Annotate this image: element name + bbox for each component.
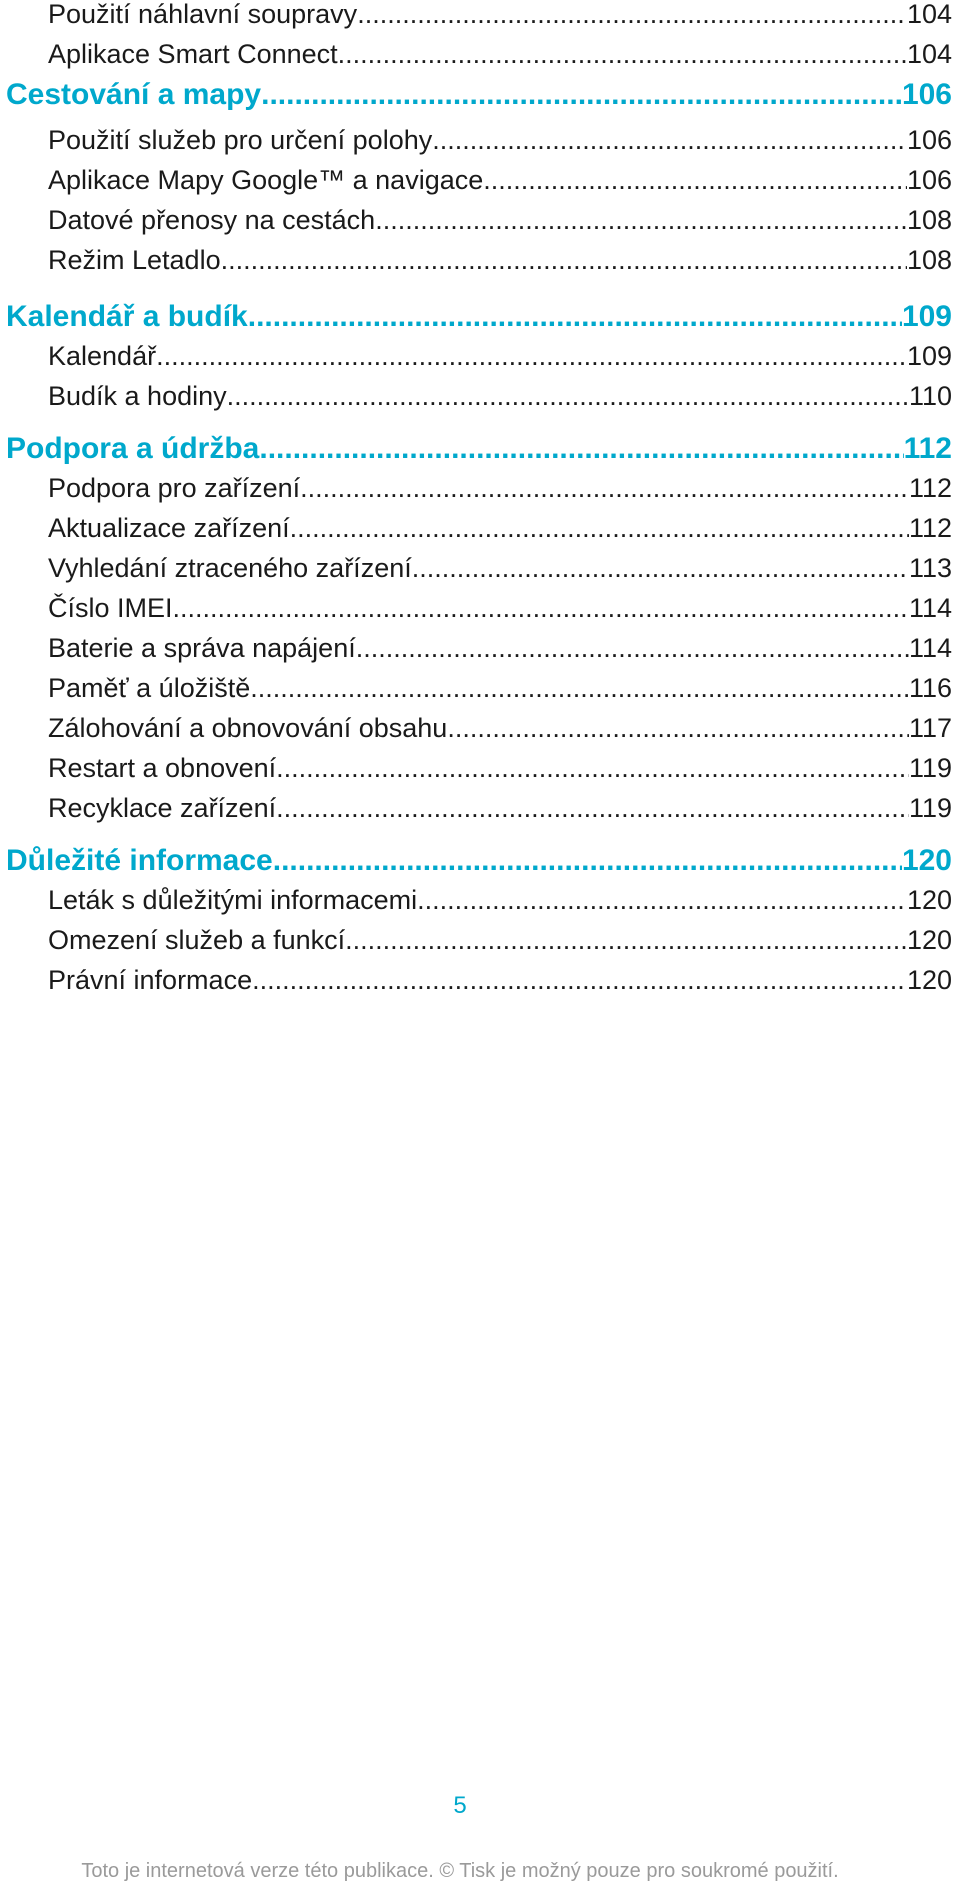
toc-entry-page: 110: [908, 381, 952, 411]
toc-entry-page: 119: [908, 753, 952, 783]
toc-entry[interactable]: [0, 708, 952, 748]
dot-leader: [412, 548, 909, 588]
dot-leader: [338, 34, 907, 74]
page-number: 5: [453, 1792, 467, 1819]
toc-entry-page: 116: [908, 673, 952, 703]
toc-entry-label: Právní informace: [48, 965, 253, 995]
toc-entry[interactable]: [0, 200, 952, 240]
toc-entry-label: Aplikace Smart Connect: [48, 39, 338, 69]
toc-section-label: Kalendář a budík: [6, 300, 248, 333]
toc-entry[interactable]: [0, 668, 952, 708]
toc-entry-page: 114: [908, 633, 952, 663]
toc-entry-label: Použití služeb pro určení polohy: [48, 125, 433, 155]
toc-entry-label: Omezení služeb a funkcí: [48, 925, 346, 955]
toc-section[interactable]: [0, 74, 952, 116]
toc-entry-page: 104: [906, 0, 952, 29]
toc-section-label: Podpora a údržba: [6, 432, 260, 465]
toc-entry[interactable]: [0, 880, 952, 920]
toc-entry[interactable]: [0, 468, 952, 508]
toc-entry-label: Datové přenosy na cestách: [48, 205, 376, 235]
toc-entry[interactable]: [0, 376, 952, 416]
dot-leader: [483, 160, 907, 200]
toc-section[interactable]: [0, 840, 952, 882]
dot-leader: [345, 920, 907, 960]
toc-entry-page: 106: [906, 165, 952, 195]
dot-leader: [356, 628, 909, 668]
toc-section-label: Cestování a mapy: [6, 78, 262, 111]
toc-entry[interactable]: [0, 628, 952, 668]
dot-leader: [250, 668, 909, 708]
dot-leader: [259, 428, 903, 470]
dot-leader: [447, 708, 909, 748]
toc-entry-label: Číslo IMEI: [48, 593, 173, 623]
toc-entry-page: 117: [908, 713, 952, 743]
dot-leader: [357, 0, 907, 34]
dot-leader: [173, 588, 909, 628]
dot-leader: [261, 74, 902, 116]
toc-entry[interactable]: [0, 960, 952, 1000]
toc-entry-page: 113: [908, 553, 952, 583]
toc-entry-page: 120: [906, 925, 952, 955]
toc-section-label: Důležité informace: [6, 844, 273, 877]
toc-entry-label: Podpora pro zařízení: [48, 473, 301, 503]
footer-note: Toto je internetová verze této publikace. © Tisk je možný pouze pro soukromé použití.: [81, 1860, 839, 1882]
toc-entry-page: 120: [906, 965, 952, 995]
dot-leader: [432, 120, 907, 160]
dot-leader: [227, 376, 909, 416]
toc-entry-page: 108: [906, 245, 952, 275]
toc-entry[interactable]: [0, 788, 952, 828]
toc-entry-label: Paměť a úložiště: [48, 673, 251, 703]
toc-section[interactable]: [0, 296, 952, 338]
toc-entry[interactable]: [0, 588, 952, 628]
toc-entry-label: Režim Letadlo: [48, 245, 221, 275]
dot-leader: [221, 240, 907, 280]
toc-entry-label: Aplikace Mapy Google™ a navigace: [48, 165, 484, 195]
toc-section-page: 109: [901, 300, 952, 333]
dot-leader: [375, 200, 907, 240]
toc-section-page: 120: [901, 844, 952, 877]
toc-entry[interactable]: [0, 748, 952, 788]
toc-entry-page: 104: [906, 39, 952, 69]
toc-entry-page: 112: [908, 473, 952, 503]
toc-entry-page: 112: [908, 513, 952, 543]
toc-entry-page: 108: [906, 205, 952, 235]
toc-section-page: 112: [903, 432, 952, 465]
toc-entry-page: 106: [906, 125, 952, 155]
toc-section[interactable]: [0, 428, 952, 470]
toc-entry-page: 120: [906, 885, 952, 915]
toc-entry-label: Restart a obnovení: [48, 753, 277, 783]
toc-entry[interactable]: [0, 0, 952, 34]
dot-leader: [300, 468, 909, 508]
toc-entry-label: Baterie a správa napájení: [48, 633, 356, 663]
toc-entry[interactable]: [0, 508, 952, 548]
dot-leader: [156, 336, 907, 376]
toc-entry[interactable]: [0, 548, 952, 588]
toc-entry[interactable]: [0, 34, 952, 74]
toc-entry-label: Zálohování a obnovování obsahu: [48, 713, 448, 743]
dot-leader: [252, 960, 907, 1000]
toc-entry-label: Aktualizace zařízení: [48, 513, 290, 543]
toc-entry[interactable]: [0, 920, 952, 960]
toc-entry[interactable]: [0, 120, 952, 160]
toc-entry-page: 119: [908, 793, 952, 823]
dot-leader: [273, 840, 902, 882]
toc-section-page: 106: [901, 78, 952, 111]
toc-entry-label: Budík a hodiny: [48, 381, 227, 411]
toc-entry-label: Vyhledání ztraceného zařízení: [48, 553, 412, 583]
toc-entry[interactable]: [0, 160, 952, 200]
dot-leader: [276, 748, 909, 788]
toc-entry-label: Recyklace zařízení: [48, 793, 277, 823]
dot-leader: [290, 508, 909, 548]
toc-entry-label: Použití náhlavní soupravy: [48, 0, 358, 29]
toc-entry-page: 109: [906, 341, 952, 371]
toc-entry[interactable]: [0, 240, 952, 280]
dot-leader: [276, 788, 909, 828]
dot-leader: [248, 296, 902, 338]
dot-leader: [417, 880, 907, 920]
toc-entry-page: 114: [908, 593, 952, 623]
toc-entry-label: Leták s důležitými informacemi: [48, 885, 418, 915]
toc-entry-label: Kalendář: [48, 341, 157, 371]
toc-entry[interactable]: [0, 336, 952, 376]
